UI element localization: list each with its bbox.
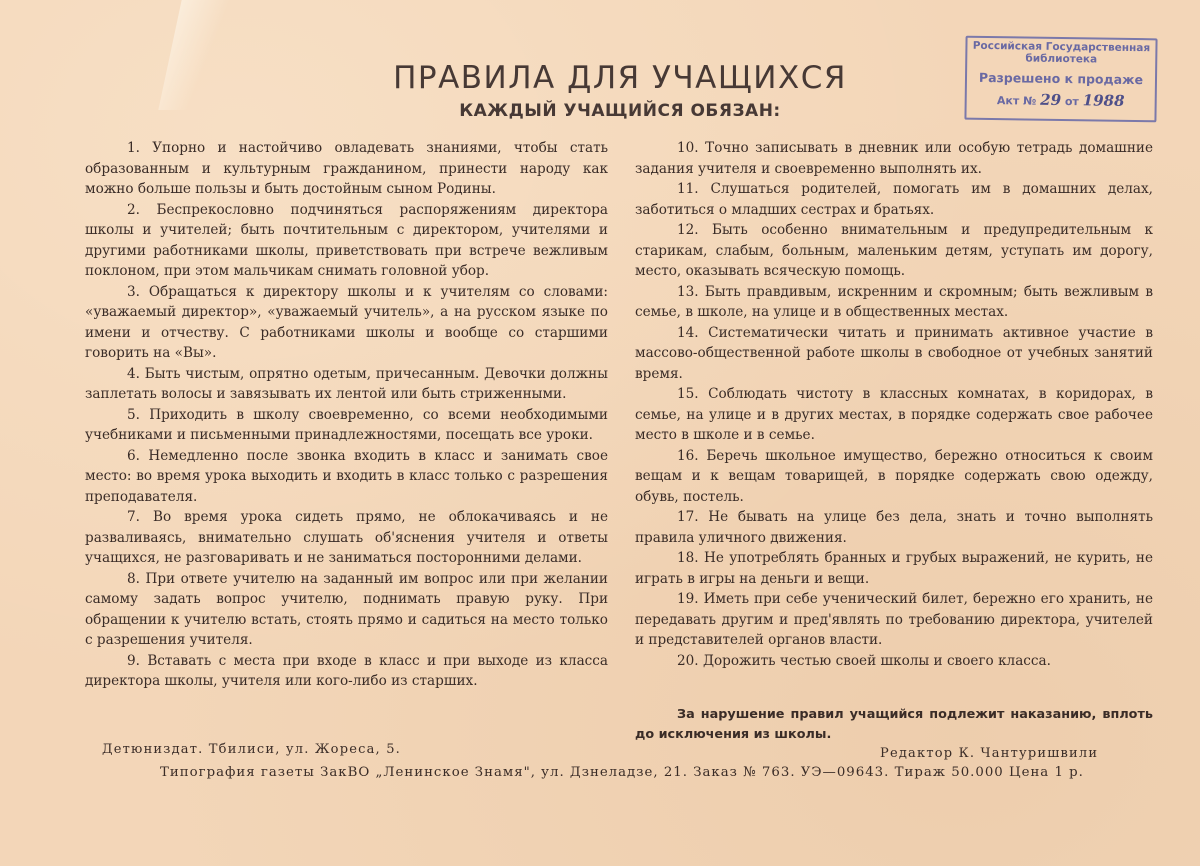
publisher-line: Детюниздат. Тбилиси, ул. Жореса, 5. xyxy=(102,742,402,757)
rule-item: 17. Не бывать на улице без дела, знать и точно выполнять правила уличного движения. xyxy=(635,509,1153,546)
rule-item: 14. Систематически читать и принимать активное участие в массово-общественной работе школы в свободное от учебных занятий время. xyxy=(635,324,1153,382)
rule-item: 6. Немедленно после звонка входить в класс и занимать свое место: во время урока выходить и входить в класс только с разрешения преподавателя. xyxy=(85,447,608,505)
stamp-year: 1988 xyxy=(1082,91,1125,110)
rule-item: 16. Беречь школьное имущество, бережно относиться к своим вещам и к вещам товарищей, в порядке содержать свою одежду, обувь, постель. xyxy=(635,447,1153,505)
paper-crease xyxy=(158,0,231,110)
printing-line: Типография газеты ЗакВО „Ленинское Знамя", ул. Дзнеладзе, 21. Заказ № 763. УЭ—09643. Тираж 50.000 Цена 1 р. xyxy=(160,765,1084,780)
stamp-act-number: 29 xyxy=(1040,90,1062,110)
rule-item: 2. Беспрекословно подчиняться распоряжениям директора школы и учителей; быть почтительным с директором, учителями и другими работниками школы, приветствовать при встрече вежливым поклоном, при этом мальчикам снимать головной убор. xyxy=(85,201,608,279)
rule-item: 12. Быть особенно внимательным и предупредительным к старикам, слабым, больным, маленьким детям, уступать им дорогу, место, оказывать всяческую помощь. xyxy=(635,222,1153,279)
rule-item: 1. Упорно и настойчиво овладевать знаниями, чтобы стать образованным и культурным гражданином, принести народу как можно больше пользы и быть достойным сыном Родины. xyxy=(85,140,608,197)
document-subtitle: КАЖДЫЙ УЧАЩИЙСЯ ОБЯЗАН: xyxy=(459,101,781,121)
editor-line: Редактор К. Чантуришвили xyxy=(880,746,1099,761)
rule-item: 8. При ответе учителю на заданный им вопрос или при желании самому задать вопрос учителю, поднимать правую руку. При обращении к учителю встать, стоять прямо и садиться на место только с разрешения учителя. xyxy=(85,570,608,648)
stamp-permission: Разрешено к продаже xyxy=(978,69,1144,88)
rules-right-column xyxy=(635,138,1153,758)
rule-item: 20. Дорожить честью своей школы и своего класса. xyxy=(677,652,1051,669)
rules-left-column xyxy=(85,138,608,758)
stamp-organization: Российская Государственная библиотека xyxy=(972,39,1151,66)
rule-item: 15. Соблюдать чистоту в классных комнатах, в коридорах, в семье, на улице и в других местах, в порядке содержать свое рабочее место в школе и в семье. xyxy=(635,386,1153,443)
rules-columns xyxy=(85,138,1153,758)
document-title: ПРАВИЛА ДЛЯ УЧАЩИХСЯ xyxy=(393,60,847,96)
rule-item: 18. Не употреблять бранных и грубых выражений, не курить, не играть в игры на деньги и вещи. xyxy=(635,550,1153,587)
rule-item: 9. Вставать с места при входе в класс и при выходе из класса директора школы, учителя или кого-либо из старших. xyxy=(85,652,608,689)
rule-item: 3. Обращаться к директору школы и к учителям со словами: «уважаемый директор», «уважаемый учитель», а на русском языке по имени и отчеству. С работниками школы и вообще со старшими говорить на «Вы». xyxy=(85,283,608,361)
stamp-act-label: Акт № xyxy=(996,94,1037,108)
rule-item: 11. Слушаться родителей, помогать им в домашних делах, заботиться о младших сестрах и братьях. xyxy=(635,181,1153,218)
stamp-act-line xyxy=(967,90,1155,111)
rule-item: 10. Точно записывать в дневник или особую тетрадь домашние задания учителя и своевременно выполнять их. xyxy=(635,140,1153,177)
library-stamp xyxy=(964,36,1157,123)
rule-item: 5. Приходить в школу своевременно, со всеми необходимыми учебниками и письменными принадлежностями, посещать все уроки. xyxy=(85,406,608,443)
stamp-date-label: от xyxy=(1064,95,1079,109)
rule-item: 7. Во время урока сидеть прямо, не облокачиваясь и не разваливаясь, внимательно слушать об'яснения учителя и ответы учащихся, не разговаривать и не заниматься посторонними делами. xyxy=(85,509,608,566)
rule-item: 13. Быть правдивым, искренним и скромным; быть вежливым в семье, в школе, на улице и в общественных местах. xyxy=(635,283,1153,320)
rule-item: 19. Иметь при себе ученический билет, бережно его хранить, не передавать другим и пред'являть по требованию директора, учителей и представителей органов власти. xyxy=(635,591,1153,648)
rule-item: 4. Быть чистым, опрятно одетым, причесанным. Девочки должны заплетать волосы и завязывать их лентой или быть стриженными. xyxy=(85,365,608,402)
penalty-notice: За нарушение правил учащийся подлежит наказанию, вплоть до исключения из школы. xyxy=(635,707,1153,742)
